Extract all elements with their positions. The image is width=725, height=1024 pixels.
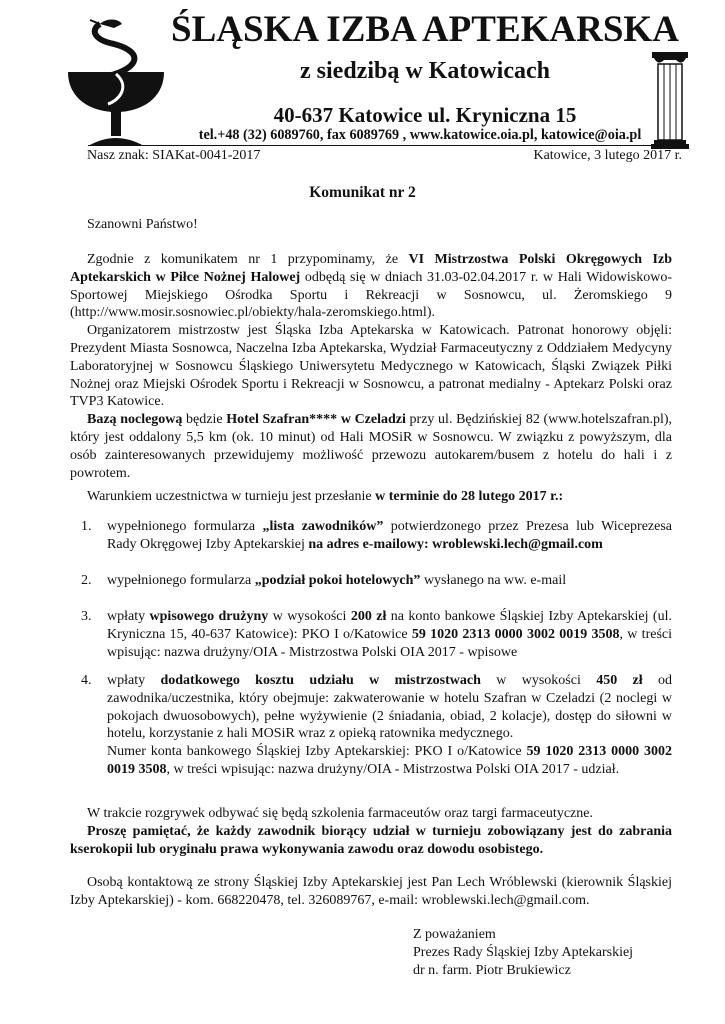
text: , w treści wpisując: nazwa drużyny/OIA - Mistrzostwa Polski OIA 2017 - wpisowe bbox=[107, 626, 673, 660]
reference-number: Nasz znak: SIAKat-0041-2017 bbox=[87, 148, 261, 163]
text: wypełnionego formularza bbox=[107, 519, 263, 534]
text: wypełnionego formularza bbox=[107, 573, 255, 588]
list-item-text bbox=[107, 672, 672, 779]
text: przy ul. Będzińskiej 82 (www.hotelszafran.pl), który jest oddalony 5,5 km (ok. 10 minut) od Hali MOSiR w Sosnowcu. W związku z powyższym, dla osób zainteresowanych przewidujemy możliwość przewozu autokarem/busem z hotelu do hali i z powrotem. bbox=[70, 412, 672, 481]
list-number: 1. bbox=[81, 519, 92, 534]
bank-account: 59 1020 2313 0000 3002 0019 3508 bbox=[411, 626, 620, 642]
text: wpłaty bbox=[107, 609, 150, 624]
header-divider bbox=[88, 145, 683, 146]
signature-greeting: Z poważaniem bbox=[413, 927, 496, 942]
text: , w treści wpisując: nazwa drużyny/OIA - Mistrzostwa Polski OIA 2017 - udział. bbox=[166, 761, 620, 777]
org-address: 40-637 Katowice ul. Kryniczna 15 bbox=[273, 103, 577, 127]
list-number: 3. bbox=[81, 609, 92, 624]
intro-paragraphs bbox=[70, 251, 672, 482]
text: w wysokości bbox=[480, 673, 597, 688]
list-item bbox=[81, 608, 672, 661]
closing-notes bbox=[70, 805, 672, 858]
signature-block bbox=[413, 926, 633, 980]
list-item bbox=[81, 672, 672, 779]
form-name: „lista zawodników” bbox=[262, 519, 384, 534]
fee-name: dodatkowego kosztu udziału w mistrzostwach bbox=[160, 673, 481, 688]
fee-amount: 200 zł bbox=[350, 609, 387, 624]
list-number: 4. bbox=[81, 673, 92, 688]
text: Numer konta bankowego Śląskiej Izby Aptekarskiej: PKO I o/Katowice bbox=[107, 744, 527, 760]
text: wpłaty bbox=[107, 673, 161, 688]
document-heading: Komunikat nr 2 bbox=[309, 184, 416, 201]
text: na konto bankowe Śląskiej Izby Aptekarskiej (ul. Kryniczna 15, 40-637 Katowice): PKO I o/Katowice bbox=[107, 609, 672, 642]
deadline: w terminie do 28 lutego 2017 r.: bbox=[375, 489, 564, 504]
accommodation-label: Bazą noclegową bbox=[87, 412, 183, 428]
participation-condition bbox=[70, 488, 672, 506]
org-subtitle: z siedzibą w Katowicach bbox=[300, 58, 550, 84]
list-item bbox=[81, 572, 672, 590]
list-item-text bbox=[107, 608, 672, 661]
form-name: „podział pokoi hotelowych” bbox=[254, 573, 421, 588]
paragraph-organizer: Organizatorem mistrzostw jest Śląska Izba Aptekarska w Katowicach. Patronat honorowy objęli: Prezydent Miasta Sosnowca, Naczelna Izba Aptekarska, Wydział Farmaceutyczny z Oddziałem Medycyny Laboratoryjnej w Sosnowcu Śląskiego Uniwersytetu Medycznego w Katowicach, Śląski Związek Piłki Nożnej oraz Miejski Ośrodek Sportu i Rekreacji w Sosnowcu, a patronat medialny - Aptekarz Polski oraz TVP3 Katowice. bbox=[70, 323, 672, 410]
document-date: Katowice, 3 lutego 2017 r. bbox=[533, 148, 682, 163]
list-item-text bbox=[107, 518, 672, 554]
email-address: na adres e-mailowy: wroblewski.lech@gmail.com bbox=[308, 536, 603, 552]
text: odbędą się w dniach 31.03-02.04.2017 r. w Hali Widowiskowo-Sportowej Miejskiego Ośrodka Sportu i Rekreacji w Sosnowcu, ul. Żeromskiego 9 (http://www.mosir.sosnowiec.pl/obiekty/hala-zeromskiego.html). bbox=[70, 269, 672, 321]
text: potwierdzonego przez Prezesa lub Wiceprezesa Rady Okręgowej Izby Aptekarskiej bbox=[107, 519, 672, 552]
contact-person bbox=[70, 874, 672, 910]
paragraph-championship bbox=[70, 251, 672, 322]
text: Warunkiem uczestnictwa w turnieju jest przesłanie bbox=[87, 489, 376, 504]
list-item bbox=[81, 518, 672, 554]
text: wysłanego na ww. e-mail bbox=[420, 573, 567, 588]
org-contact: tel.+48 (32) 6089760, fax 6089769 , www.katowice.oia.pl, katowice@oia.pl bbox=[198, 127, 642, 143]
text: w wysokości bbox=[268, 609, 351, 624]
hotel-name: Hotel Szafran**** w Czeladzi bbox=[226, 412, 406, 428]
bank-account: 59 1020 2313 0000 3002 0019 3508 bbox=[107, 744, 672, 777]
list-item-text bbox=[107, 572, 672, 590]
condition-text bbox=[70, 488, 672, 506]
event-name: VI Mistrzostwa Polski Okręgowych Izb Aptekarskich w Piłce Nożnej Halowej bbox=[70, 252, 672, 285]
paragraph-contact: Osobą kontaktową ze strony Śląskiej Izby Aptekarskiej jest Pan Lech Wróblewski (kierownik Śląskiej Izby Aptekarskiej) - kom. 668220478, tel. 326089767, e-mail: wroblewski.lech@gmail.com. bbox=[70, 875, 672, 908]
signature-position: Prezes Rady Śląskiej Izby Aptekarskiej bbox=[413, 945, 634, 960]
org-title: ŚLĄSKA IZBA APTEKARSKA bbox=[171, 9, 679, 50]
fee-amount: 450 zł bbox=[596, 673, 643, 688]
fee-name: wpisowego drużyny bbox=[149, 609, 269, 624]
signature-name: dr n. farm. Piotr Brukiewicz bbox=[413, 963, 571, 978]
text: będzie bbox=[182, 412, 227, 428]
paragraph-documents bbox=[70, 823, 672, 859]
paragraph-accommodation bbox=[70, 411, 672, 482]
documents-reminder: Proszę pamiętać, że każdy zawodnik biorący udział w turnieju zobowiązany jest do zabrania kserokopii lub oryginału prawa wykonywania zawodu oraz dowodu osobistego. bbox=[70, 823, 672, 857]
text: Zgodnie z komunikatem nr 1 przypominamy, że bbox=[87, 252, 409, 267]
greeting-text: Szanowni Państwo! bbox=[87, 217, 198, 232]
list-number: 2. bbox=[81, 573, 92, 588]
text: od zawodnika/uczestnika, który obejmuje: zakwaterowanie w hotelu Szafran w Czeladzi (2 noclegi w pokojach dwuosobowych), pełne wyżywienie (2 śniadania, obiad, 2 kolacje), dostęp do siłowni w hotelu, korzystanie z hali MOSiR wraz z opieką ratownika medycznego. bbox=[107, 673, 673, 742]
paragraph-training: W trakcie rozgrywek odbywać się będą szkolenia farmaceutów oraz targi farmaceutyczne. bbox=[87, 806, 593, 821]
greeting bbox=[70, 216, 672, 234]
